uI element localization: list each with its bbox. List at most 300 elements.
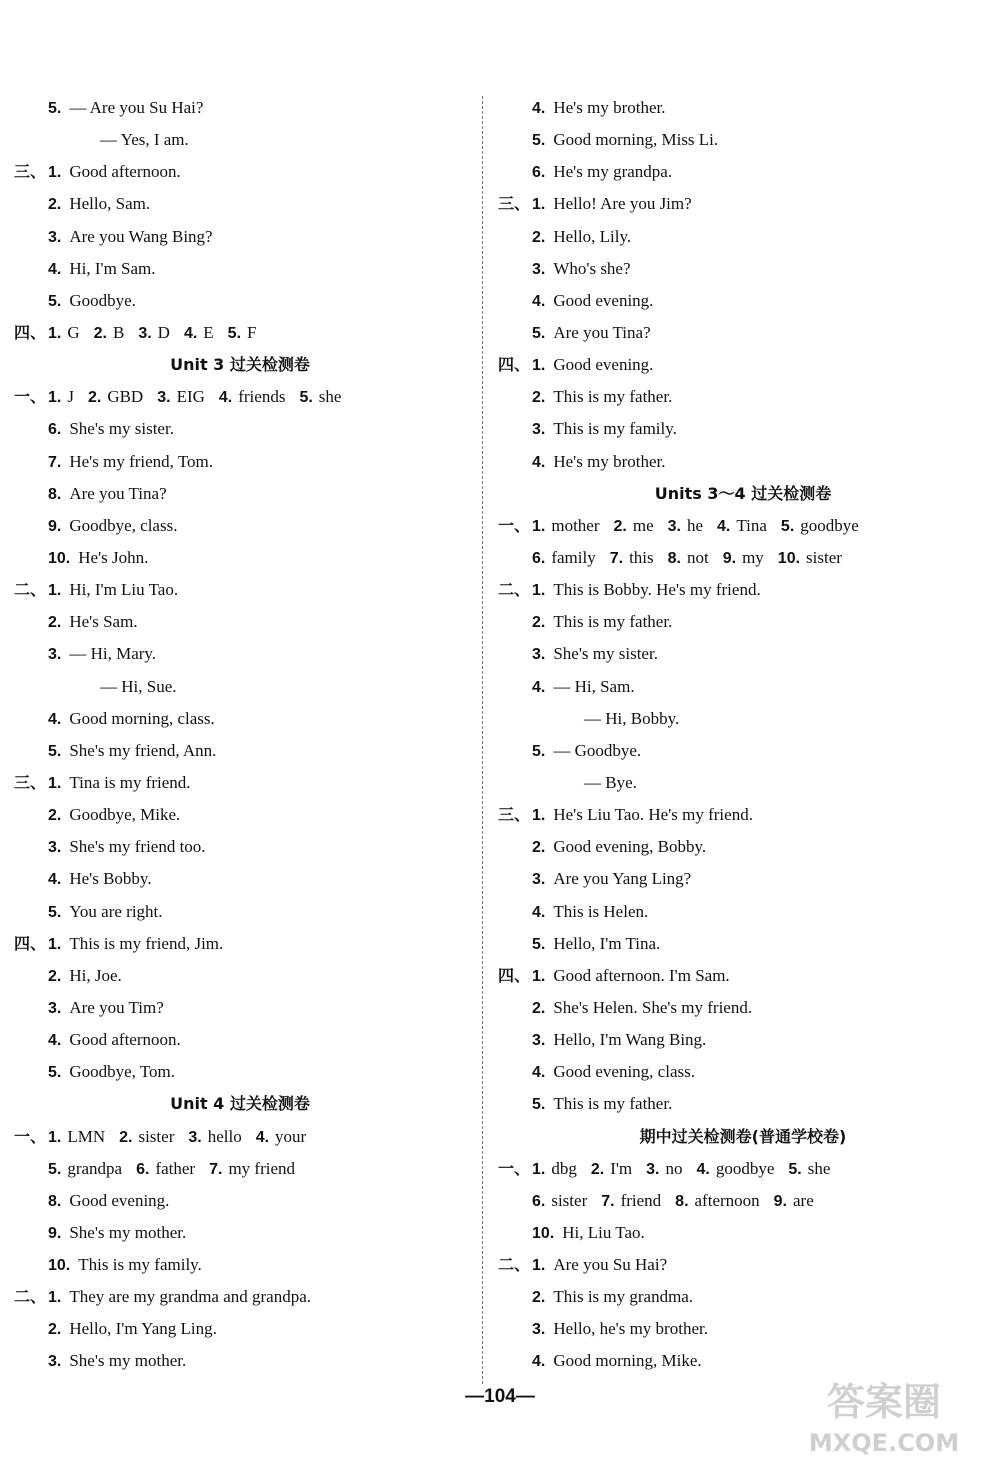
watermark-title: 答案圈 bbox=[826, 1380, 942, 1424]
answer-text: Are you Su Hai? bbox=[553, 1255, 668, 1275]
answer-line bbox=[498, 638, 988, 670]
item-number: 4. bbox=[532, 678, 546, 696]
answer-line bbox=[14, 92, 466, 124]
column-divider bbox=[482, 96, 483, 1384]
item-number: 3. bbox=[138, 324, 152, 342]
answer-line bbox=[14, 799, 466, 831]
answer-text: E bbox=[203, 322, 214, 342]
item-number: 1. bbox=[532, 357, 546, 375]
answer-text: father bbox=[155, 1158, 196, 1178]
answer-text: She's my sister. bbox=[69, 419, 174, 439]
item-number: 6. bbox=[48, 421, 62, 439]
section-marker: 二、 bbox=[14, 580, 47, 600]
section-marker: 一、 bbox=[14, 1126, 47, 1146]
answer-item bbox=[717, 516, 767, 535]
answer-text: She's my friend too. bbox=[69, 837, 206, 857]
item-number: 4. bbox=[218, 389, 233, 407]
answer-row bbox=[498, 1153, 988, 1185]
item-number: 4. bbox=[183, 324, 198, 342]
answer-row bbox=[498, 510, 988, 542]
item-number: 5. bbox=[532, 132, 546, 150]
answer-row bbox=[14, 317, 466, 349]
item-number: 2. bbox=[48, 967, 62, 985]
answer-line bbox=[14, 767, 466, 799]
answer-line bbox=[498, 928, 988, 960]
item-number: 2. bbox=[119, 1128, 133, 1146]
answer-item bbox=[668, 516, 703, 535]
answer-line bbox=[14, 1345, 466, 1377]
answer-text: She's Helen. She's my friend. bbox=[553, 997, 753, 1017]
answer-line bbox=[498, 285, 988, 317]
answer-text: — Bye. bbox=[584, 772, 637, 792]
right-answer-column bbox=[498, 92, 988, 1378]
item-number: 2. bbox=[48, 1321, 62, 1339]
answer-line bbox=[14, 542, 466, 574]
item-number: 5. bbox=[532, 1096, 546, 1114]
item-number: 3. bbox=[48, 999, 62, 1017]
answer-text: she bbox=[807, 1158, 831, 1178]
answer-text: friends bbox=[238, 387, 286, 407]
item-number: 4. bbox=[532, 453, 546, 471]
item-number: 10. bbox=[48, 1257, 71, 1275]
answer-text: my bbox=[742, 547, 764, 567]
answer-text: no bbox=[665, 1158, 683, 1178]
answer-line bbox=[14, 156, 466, 188]
answer-text: Good evening. bbox=[553, 290, 654, 310]
item-number: 3. bbox=[157, 389, 171, 407]
answer-item bbox=[136, 1159, 195, 1178]
answer-line bbox=[14, 574, 466, 606]
answer-text: dbg bbox=[551, 1158, 577, 1178]
answer-line bbox=[14, 1185, 466, 1217]
answer-line bbox=[498, 1024, 988, 1056]
answer-text: Good morning, class. bbox=[69, 708, 215, 728]
item-number: 1. bbox=[48, 582, 62, 600]
answer-text: Are you Tim? bbox=[69, 997, 164, 1017]
answer-line bbox=[498, 92, 988, 124]
answer-text: Hello, Lily. bbox=[553, 226, 632, 246]
item-number: 3. bbox=[188, 1128, 202, 1146]
item-number: 2. bbox=[532, 839, 546, 857]
answer-text: Good morning, Mike. bbox=[553, 1351, 702, 1371]
answer-text: this bbox=[629, 547, 654, 567]
answer-line bbox=[14, 896, 466, 928]
section-marker: 二、 bbox=[498, 1255, 531, 1275]
answer-line bbox=[498, 124, 988, 156]
answer-text: This is my father. bbox=[553, 387, 673, 407]
item-number: 10. bbox=[532, 1224, 555, 1242]
answer-item bbox=[646, 1159, 682, 1178]
answer-text: Hi, Joe. bbox=[69, 965, 122, 985]
answer-text: She's my sister. bbox=[553, 644, 658, 664]
answer-text: Are you Yang Ling? bbox=[553, 869, 692, 889]
answer-line bbox=[14, 960, 466, 992]
answer-line bbox=[498, 799, 988, 831]
answer-text: Good afternoon. bbox=[69, 162, 181, 182]
answer-item bbox=[256, 1127, 307, 1146]
item-number: 2. bbox=[48, 807, 62, 825]
section-marker: 二、 bbox=[498, 580, 531, 600]
answer-text: This is my family. bbox=[78, 1255, 202, 1275]
section-heading: Units 3～4 过关检测卷 bbox=[654, 483, 832, 503]
answer-line bbox=[14, 638, 466, 670]
item-number: 6. bbox=[532, 549, 546, 567]
item-number: 1. bbox=[48, 935, 62, 953]
item-number: 10. bbox=[48, 549, 71, 567]
answer-line bbox=[498, 1313, 988, 1345]
item-number: 5. bbox=[788, 1160, 802, 1178]
answer-text: goodbye bbox=[800, 515, 859, 535]
answer-item bbox=[532, 516, 600, 535]
section-marker: 一、 bbox=[498, 1158, 531, 1178]
answer-item bbox=[781, 516, 859, 535]
answer-line bbox=[498, 413, 988, 445]
item-number: 1. bbox=[532, 517, 546, 535]
answer-continuation bbox=[498, 767, 988, 799]
answer-item bbox=[209, 1159, 295, 1178]
item-number: 3. bbox=[646, 1160, 660, 1178]
item-number: 10. bbox=[777, 549, 801, 567]
answer-text: Hello, I'm Yang Ling. bbox=[69, 1319, 217, 1339]
answer-text: your bbox=[275, 1126, 307, 1146]
answer-item bbox=[184, 323, 214, 342]
answer-item bbox=[88, 387, 143, 406]
item-number: 9. bbox=[48, 1224, 62, 1242]
answer-line bbox=[498, 606, 988, 638]
answer-line bbox=[498, 671, 988, 703]
section-marker: 四、 bbox=[498, 965, 531, 985]
answer-text: Good evening. bbox=[553, 355, 654, 375]
answer-text: This is Helen. bbox=[553, 901, 649, 921]
answer-line bbox=[498, 735, 988, 767]
answer-text: Good evening, Bobby. bbox=[553, 837, 707, 857]
item-number: 7. bbox=[209, 1160, 223, 1178]
item-number: 6. bbox=[136, 1160, 150, 1178]
answer-item bbox=[601, 1191, 661, 1210]
answer-text: afternoon bbox=[694, 1190, 760, 1210]
item-number: 3. bbox=[532, 1321, 546, 1339]
section-marker: 三、 bbox=[14, 772, 47, 792]
answer-line bbox=[498, 831, 988, 863]
section-heading: 期中过关检测卷(普通学校卷) bbox=[639, 1126, 847, 1146]
answer-row bbox=[14, 381, 466, 413]
answer-line bbox=[14, 863, 466, 895]
answer-text: They are my grandma and grandpa. bbox=[69, 1287, 312, 1307]
answer-item bbox=[299, 387, 341, 406]
answer-text: she bbox=[318, 387, 342, 407]
answer-text: G bbox=[67, 322, 80, 342]
item-number: 3. bbox=[48, 839, 62, 857]
answer-line bbox=[14, 1217, 466, 1249]
answer-text: Tina is my friend. bbox=[69, 772, 191, 792]
answer-text: B bbox=[112, 322, 125, 342]
item-number: 1. bbox=[532, 1160, 546, 1178]
item-number: 4. bbox=[532, 100, 546, 117]
item-number: 7. bbox=[609, 549, 624, 567]
answer-text: Hi, I'm Liu Tao. bbox=[69, 580, 179, 600]
answer-text: Are you Tina? bbox=[69, 483, 167, 503]
answer-text: me bbox=[632, 515, 654, 535]
answer-text: sister bbox=[806, 547, 842, 567]
answer-text: he bbox=[686, 515, 704, 535]
item-number: 2. bbox=[48, 614, 62, 632]
item-number: 4. bbox=[532, 1064, 546, 1082]
answer-line bbox=[14, 253, 466, 285]
item-number: 5. bbox=[532, 935, 546, 953]
section-marker: 四、 bbox=[14, 933, 47, 953]
answer-text: LMN bbox=[67, 1126, 106, 1146]
answer-line bbox=[498, 896, 988, 928]
answer-text: Are you Wang Bing? bbox=[69, 226, 213, 246]
section-marker: 一、 bbox=[14, 387, 47, 407]
answer-text: She's my mother. bbox=[69, 1351, 187, 1371]
answer-text: EIG bbox=[176, 387, 205, 407]
item-number: 2. bbox=[532, 389, 546, 407]
item-number: 8. bbox=[667, 549, 681, 567]
answer-item bbox=[610, 548, 654, 567]
answer-line bbox=[14, 703, 466, 735]
item-number: 5. bbox=[48, 1064, 62, 1082]
item-number: 1. bbox=[48, 389, 62, 407]
item-number: 3. bbox=[532, 260, 546, 278]
item-number: 1. bbox=[48, 1128, 62, 1146]
answer-text: Hello! Are you Jim? bbox=[553, 194, 692, 214]
answer-text: Hello, I'm Tina. bbox=[553, 933, 661, 953]
item-number: 1. bbox=[48, 164, 62, 182]
item-number: 3. bbox=[532, 421, 546, 439]
item-number: 6. bbox=[532, 164, 546, 182]
item-number: 1. bbox=[532, 807, 546, 825]
item-number: 1. bbox=[48, 324, 62, 342]
answer-text: He's Sam. bbox=[69, 612, 138, 632]
answer-line bbox=[14, 928, 466, 960]
item-number: 4. bbox=[532, 903, 546, 921]
answer-item bbox=[774, 1191, 814, 1210]
answer-line bbox=[498, 188, 988, 220]
item-number: 1. bbox=[532, 967, 546, 985]
answer-text: This is my father. bbox=[553, 1094, 673, 1114]
item-number: 4. bbox=[532, 1353, 546, 1371]
item-number: 4. bbox=[48, 710, 62, 728]
item-number: 8. bbox=[48, 1192, 62, 1210]
answer-text: friend bbox=[620, 1190, 662, 1210]
answer-line bbox=[498, 221, 988, 253]
answer-item bbox=[532, 1191, 587, 1210]
item-number: 3. bbox=[532, 1032, 546, 1050]
answer-text: I'm bbox=[610, 1158, 633, 1178]
answer-line bbox=[14, 606, 466, 638]
item-number: 3. bbox=[48, 228, 62, 246]
item-number: 9. bbox=[722, 549, 737, 567]
section-heading: Unit 3 过关检测卷 bbox=[170, 355, 310, 375]
answer-text: He's John. bbox=[78, 547, 149, 567]
answer-line bbox=[498, 156, 988, 188]
answer-text: Good evening, class. bbox=[553, 1062, 695, 1082]
section-marker: 二、 bbox=[14, 1287, 47, 1307]
item-number: 4. bbox=[717, 517, 731, 535]
answer-text: This is my grandma. bbox=[553, 1287, 694, 1307]
answer-item bbox=[219, 387, 286, 406]
answer-text: Are you Tina? bbox=[553, 322, 651, 342]
answer-text: are bbox=[793, 1190, 814, 1210]
section-marker: 三、 bbox=[498, 194, 531, 214]
item-number: 4. bbox=[255, 1128, 270, 1146]
section-heading: Unit 4 过关检测卷 bbox=[170, 1094, 310, 1114]
watermark-url: MXQE.COM bbox=[808, 1429, 960, 1457]
item-number: 3. bbox=[532, 871, 546, 889]
item-number: 1. bbox=[532, 1257, 546, 1275]
answer-text: Good afternoon. bbox=[69, 1030, 181, 1050]
watermark-logo bbox=[790, 1369, 978, 1459]
item-number: 3. bbox=[48, 646, 62, 664]
answer-row bbox=[498, 1185, 988, 1217]
answer-line bbox=[498, 381, 988, 413]
answer-item bbox=[532, 1159, 577, 1178]
answer-text: sister bbox=[138, 1126, 175, 1146]
answer-text: He's my brother. bbox=[553, 98, 666, 117]
item-number: 9. bbox=[773, 1192, 787, 1210]
answer-text: GBD bbox=[107, 387, 144, 407]
answer-text: — Hi, Bobby. bbox=[584, 708, 680, 728]
item-number: 4. bbox=[48, 871, 62, 889]
answer-line bbox=[14, 831, 466, 863]
answer-line bbox=[498, 960, 988, 992]
answer-continuation bbox=[14, 671, 466, 703]
item-number: 4. bbox=[696, 1160, 710, 1178]
answer-line bbox=[498, 349, 988, 381]
answer-item bbox=[48, 387, 74, 406]
item-number: 8. bbox=[48, 485, 62, 503]
answer-row bbox=[498, 542, 988, 574]
answer-item bbox=[48, 1127, 105, 1146]
item-number: 1. bbox=[48, 774, 62, 792]
answer-text: Who's she? bbox=[553, 258, 631, 278]
answer-line bbox=[14, 446, 466, 478]
section-marker: 四、 bbox=[14, 322, 47, 342]
item-number: 1. bbox=[48, 1289, 62, 1307]
answer-item bbox=[94, 323, 125, 342]
answer-line bbox=[498, 1249, 988, 1281]
item-number: 7. bbox=[48, 453, 62, 471]
item-number: 2. bbox=[532, 999, 546, 1017]
answer-text: He's my brother. bbox=[553, 451, 666, 471]
answer-item bbox=[138, 323, 170, 342]
answer-text: This is my friend, Jim. bbox=[69, 933, 224, 953]
answer-item bbox=[119, 1127, 174, 1146]
answer-text: — Hi, Sam. bbox=[553, 676, 635, 696]
answer-text: family bbox=[551, 547, 596, 567]
item-number: 6. bbox=[532, 1192, 546, 1210]
item-number: 3. bbox=[48, 1353, 62, 1371]
item-number: 5. bbox=[227, 324, 242, 342]
section-marker: 三、 bbox=[498, 805, 531, 825]
section-marker: 四、 bbox=[498, 355, 531, 375]
answer-text: — Goodbye. bbox=[553, 740, 642, 760]
answer-continuation bbox=[14, 124, 466, 156]
item-number: 2. bbox=[532, 1289, 546, 1307]
item-number: 2. bbox=[87, 389, 102, 407]
answer-line bbox=[14, 735, 466, 767]
item-number: 2. bbox=[532, 614, 546, 632]
answer-item bbox=[532, 548, 596, 567]
answer-line bbox=[498, 863, 988, 895]
answer-text: Hi, Liu Tao. bbox=[562, 1222, 645, 1242]
answer-text: He's my friend, Tom. bbox=[69, 451, 214, 471]
item-number: 4. bbox=[48, 1032, 62, 1050]
answer-row bbox=[14, 1121, 466, 1153]
item-number: 5. bbox=[532, 324, 546, 342]
answer-line bbox=[498, 1088, 988, 1120]
item-number: 7. bbox=[601, 1192, 615, 1210]
answer-text: Hello, he's my brother. bbox=[553, 1319, 708, 1339]
answer-item bbox=[696, 1159, 774, 1178]
answer-text: not bbox=[686, 547, 709, 567]
answer-line bbox=[498, 992, 988, 1024]
answer-text: Good evening. bbox=[69, 1190, 170, 1210]
answer-line bbox=[14, 1281, 466, 1313]
item-number: 2. bbox=[48, 196, 62, 214]
item-number: 8. bbox=[675, 1192, 689, 1210]
answer-text: J bbox=[67, 387, 74, 407]
item-number: 4. bbox=[48, 260, 62, 278]
answer-line bbox=[14, 413, 466, 445]
answer-text: grandpa bbox=[67, 1158, 123, 1178]
answer-line bbox=[14, 510, 466, 542]
answer-line bbox=[14, 1313, 466, 1345]
answer-line bbox=[14, 992, 466, 1024]
answer-item bbox=[48, 1159, 122, 1178]
answer-text: Good afternoon. I'm Sam. bbox=[553, 965, 730, 985]
answer-text: Goodbye, Tom. bbox=[69, 1062, 176, 1082]
answer-text: — Hi, Sue. bbox=[100, 676, 177, 696]
item-number: 5. bbox=[48, 1160, 62, 1178]
answer-text: F bbox=[247, 322, 257, 342]
answer-text: He's Bobby. bbox=[69, 869, 152, 889]
left-answer-column bbox=[14, 92, 466, 1378]
item-number: 5. bbox=[532, 742, 546, 760]
answer-text: — Are you Su Hai? bbox=[69, 98, 204, 117]
answer-text: She's my friend, Ann. bbox=[69, 740, 217, 760]
answer-line bbox=[498, 1056, 988, 1088]
item-number: 5. bbox=[48, 742, 62, 760]
answer-text: Tina bbox=[736, 515, 767, 535]
answer-line bbox=[14, 1249, 466, 1281]
item-number: 5. bbox=[48, 292, 62, 310]
answer-line bbox=[14, 188, 466, 220]
answer-continuation bbox=[498, 703, 988, 735]
answer-line bbox=[14, 285, 466, 317]
answer-text: D bbox=[157, 322, 170, 342]
answer-text: Hello, Sam. bbox=[69, 194, 151, 214]
answer-line bbox=[14, 478, 466, 510]
answer-text: Goodbye. bbox=[69, 290, 136, 310]
answer-item bbox=[675, 1191, 759, 1210]
answer-item bbox=[668, 548, 709, 567]
answer-text: — Yes, I am. bbox=[100, 130, 189, 150]
answer-text: You are right. bbox=[69, 901, 163, 921]
item-number: 4. bbox=[532, 292, 546, 310]
answer-item bbox=[48, 323, 80, 342]
answer-text: mother bbox=[551, 515, 600, 535]
answer-text: my friend bbox=[228, 1158, 296, 1178]
answer-line bbox=[498, 574, 988, 606]
answer-line bbox=[498, 1217, 988, 1249]
answer-item bbox=[591, 1159, 632, 1178]
answer-item bbox=[614, 516, 654, 535]
answer-text: Hello, I'm Wang Bing. bbox=[553, 1030, 707, 1050]
answer-item bbox=[723, 548, 764, 567]
answer-line bbox=[14, 1056, 466, 1088]
